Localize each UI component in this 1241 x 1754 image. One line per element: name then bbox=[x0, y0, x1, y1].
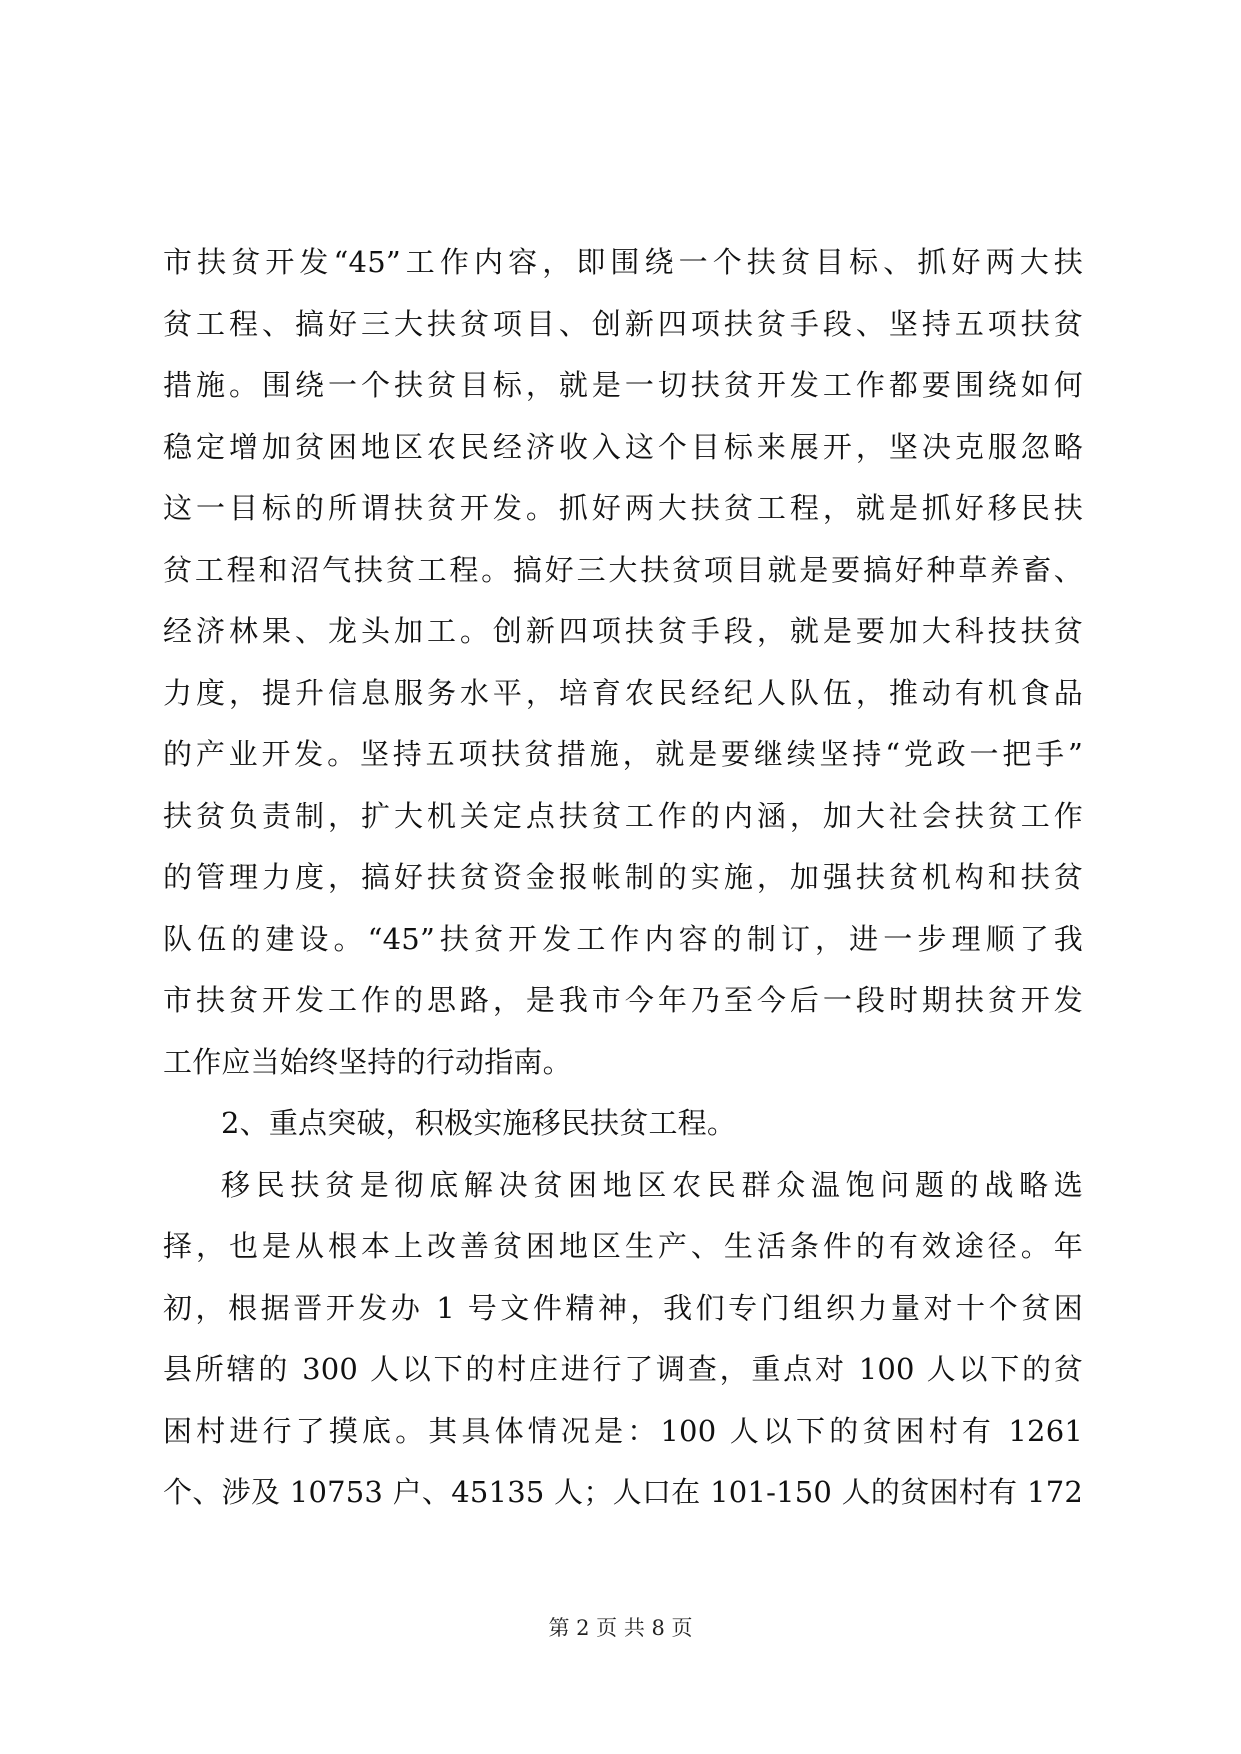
text-line: 的管理力度，搞好扶贫资金报帐制的实施，加强扶贫机构和扶贫 bbox=[163, 860, 1083, 894]
text-line: 工作应当始终坚持的行动指南。 bbox=[163, 1044, 572, 1079]
text-line: 县所辖的 300 人以下的村庄进行了调查，重点对 100 人以下的贫 bbox=[163, 1352, 1083, 1386]
text-line: 移民扶贫是彻底解决贫困地区农民群众温饱问题的战略选 bbox=[221, 1167, 1083, 1202]
page-number-footer: 第 2 页 共 8 页 bbox=[548, 1616, 693, 1640]
text-line: 困村进行了摸底。其具体情况是：100 人以下的贫困村有 1261 bbox=[163, 1413, 1083, 1448]
document-body bbox=[163, 232, 1083, 1524]
text-line: 初，根据晋开发办 1 号文件精神，我们专门组织力量对十个贫困 bbox=[163, 1290, 1083, 1325]
text-line: 个、涉及 10753 户、45135 人；人口在 101-150 人的贫困村有 172 bbox=[163, 1475, 1083, 1509]
text-line: 这一目标的所谓扶贫开发。抓好两大扶贫工程，就是抓好移民扶 bbox=[163, 491, 1083, 525]
text-line: 力度，提升信息服务水平，培育农民经纪人队伍，推动有机食品 bbox=[163, 675, 1083, 710]
text-line: 队伍的建设。“45”扶贫开发工作内容的制订，进一步理顺了我 bbox=[163, 921, 1083, 956]
text-line: 的产业开发。坚持五项扶贫措施，就是要继续坚持“党政一把手” bbox=[163, 737, 1083, 771]
text-line: 稳定增加贫困地区农民经济收入这个目标来展开，坚决克服忽略 bbox=[163, 429, 1083, 464]
text-line: 择，也是从根本上改善贫困地区生产、生活条件的有效途径。年 bbox=[163, 1229, 1083, 1263]
text-line: 措施。围绕一个扶贫目标，就是一切扶贫开发工作都要围绕如何 bbox=[163, 368, 1083, 402]
text-line: 贫工程和沼气扶贫工程。搞好三大扶贫项目就是要搞好种草养畜、 bbox=[163, 552, 1083, 587]
text-line: 经济林果、龙头加工。创新四项扶贫手段，就是要加大科技扶贫 bbox=[163, 614, 1083, 648]
text-line: 扶贫负责制，扩大机关定点扶贫工作的内涵，加大社会扶贫工作 bbox=[163, 798, 1083, 833]
text-line: 贫工程、搞好三大扶贫项目、创新四项扶贫手段、坚持五项扶贫 bbox=[163, 306, 1083, 341]
text-line: 市扶贫开发工作的思路，是我市今年乃至今后一段时期扶贫开发 bbox=[163, 983, 1083, 1017]
text-line: 市扶贫开发“45”工作内容，即围绕一个扶贫目标、抓好两大扶 bbox=[163, 245, 1083, 279]
section-heading: 2、重点突破，积极实施移民扶贫工程。 bbox=[221, 1106, 737, 1140]
